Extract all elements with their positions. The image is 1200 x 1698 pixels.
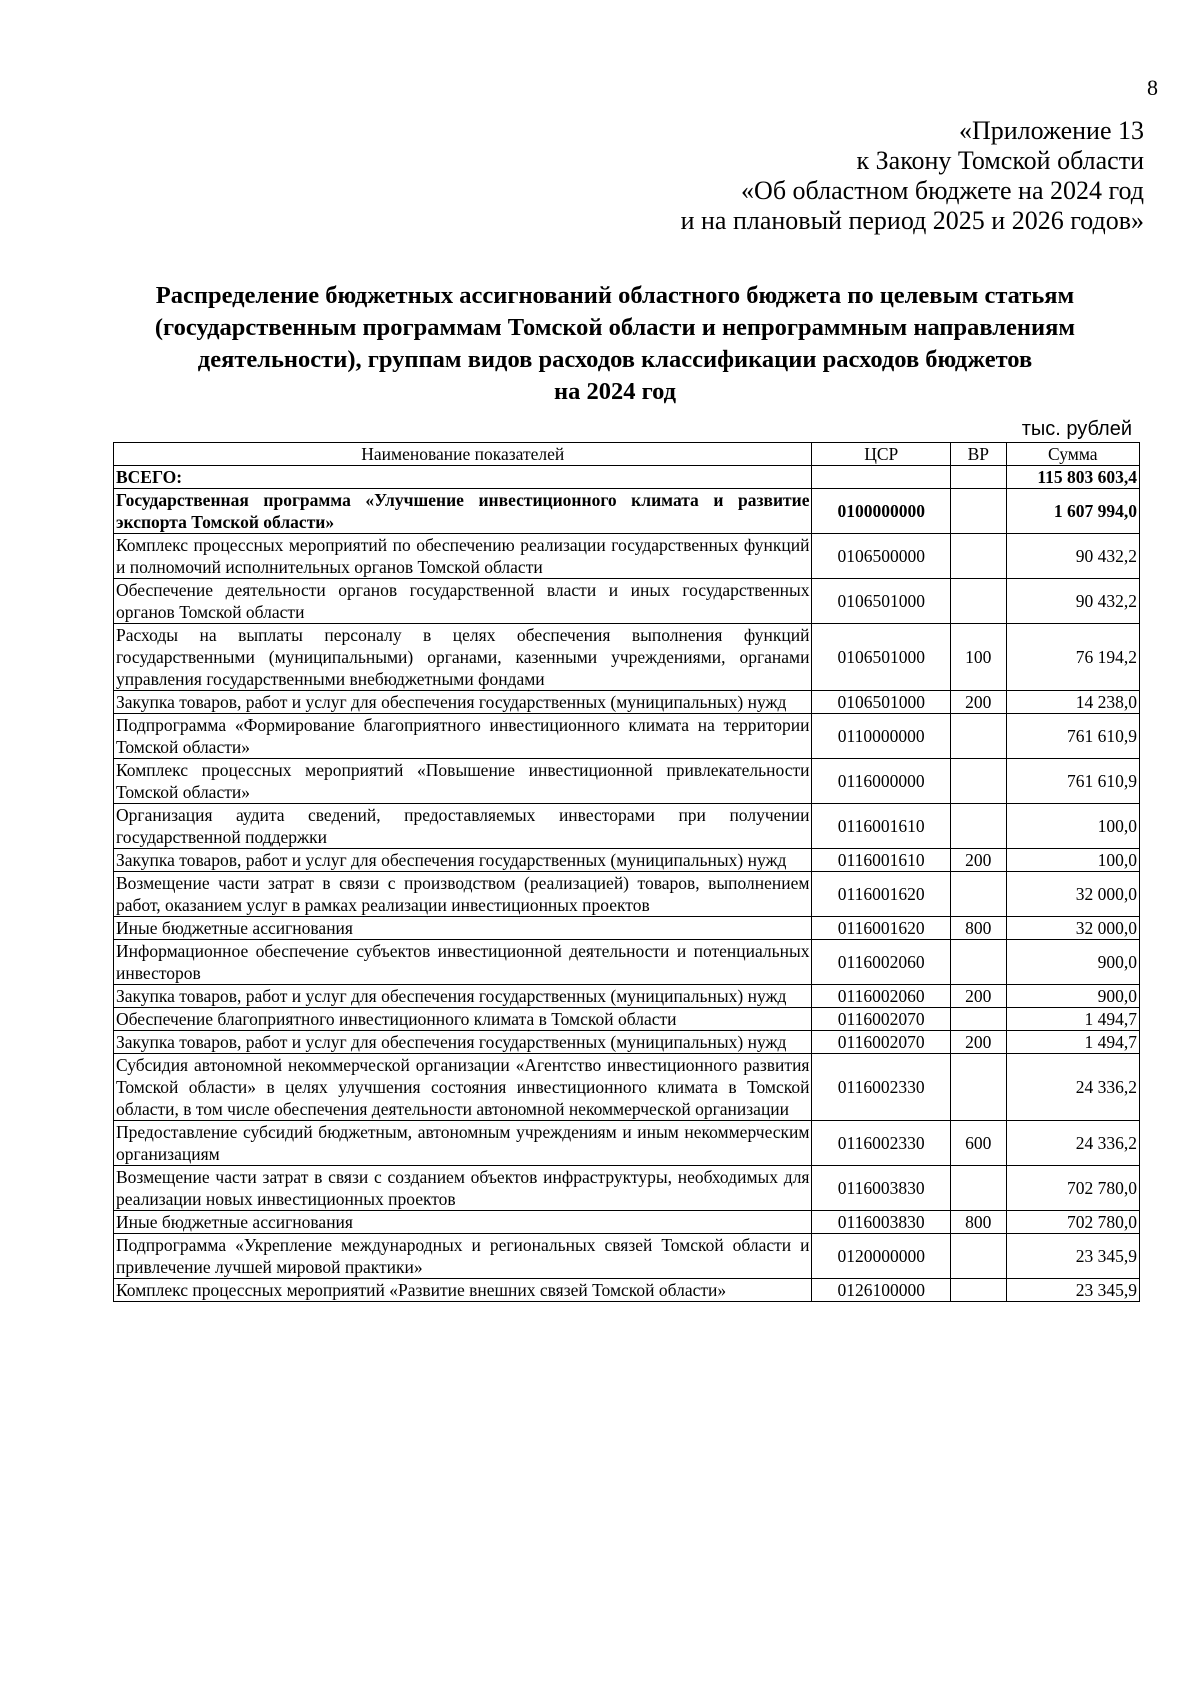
table-row [114,691,1140,714]
table-row [114,624,1140,691]
cell-sum: 32 000,0 [1006,917,1139,940]
cell-csr: 0116002060 [812,940,950,985]
cell-csr: 0110000000 [812,714,950,759]
header-csr: ЦСР [812,443,950,466]
table-row [114,579,1140,624]
cell-name: Закупка товаров, работ и услуг для обеспечения государственных (муниципальных) нужд [114,985,812,1008]
header-sum: Сумма [1006,443,1139,466]
table-row [114,759,1140,804]
table-row [114,872,1140,917]
cell-vr [950,579,1006,624]
cell-name: Закупка товаров, работ и услуг для обеспечения государственных (муниципальных) нужд [114,691,812,714]
cell-vr: 800 [950,1211,1006,1234]
table-row [114,1234,1140,1279]
cell-name: Расходы на выплаты персоналу в целях обеспечения выполнения функций государственными (муниципальными) органами, казенными учреждениями, органами управления государственными внебюджетными фондами [114,624,812,691]
cell-csr: 0120000000 [812,1234,950,1279]
cell-vr: 600 [950,1121,1006,1166]
appendix-line: и на плановый период 2025 и 2026 годов» [680,206,1144,235]
cell-name: Организация аудита сведений, предоставляемых инвесторами при получении государственной поддержки [114,804,812,849]
cell-csr: 0116001620 [812,917,950,940]
title-line: (государственным программам Томской области и непрограммным направлениям [154,314,1076,341]
table-row [114,1054,1140,1121]
table-body [114,466,1140,1302]
table-row-total [114,466,1140,489]
cell-sum: 100,0 [1006,804,1139,849]
cell-name: Государственная программа «Улучшение инвестиционного климата и развитие экспорта Томской области» [114,489,812,534]
cell-csr: 0106500000 [812,534,950,579]
cell-name: Иные бюджетные ассигнования [114,917,812,940]
cell-csr [812,466,950,489]
cell-sum: 76 194,2 [1006,624,1139,691]
cell-sum: 32 000,0 [1006,872,1139,917]
cell-sum: 1 494,7 [1006,1031,1139,1054]
cell-sum: 24 336,2 [1006,1054,1139,1121]
cell-name: Подпрограмма «Формирование благоприятного инвестиционного климата на территории Томской области» [114,714,812,759]
title-line: деятельности), группам видов расходов классификации расходов бюджетов [197,346,1033,373]
header-vr: ВР [950,443,1006,466]
cell-sum: 702 780,0 [1006,1211,1139,1234]
cell-vr [950,534,1006,579]
table-row [114,985,1140,1008]
cell-vr [950,1166,1006,1211]
title-line: на 2024 год [553,378,677,405]
cell-vr: 100 [950,624,1006,691]
cell-vr [950,714,1006,759]
cell-sum: 100,0 [1006,849,1139,872]
table-row [114,1121,1140,1166]
cell-name: Закупка товаров, работ и услуг для обеспечения государственных (муниципальных) нужд [114,1031,812,1054]
cell-vr: 800 [950,917,1006,940]
title-line: Распределение бюджетных ассигнований областного бюджета по целевым статьям [155,282,1075,309]
cell-name: Иные бюджетные ассигнования [114,1211,812,1234]
cell-sum: 23 345,9 [1006,1279,1139,1302]
cell-sum: 1 494,7 [1006,1008,1139,1031]
cell-vr: 200 [950,985,1006,1008]
cell-csr: 0116003830 [812,1166,950,1211]
cell-vr [950,940,1006,985]
cell-name: Комплекс процессных мероприятий по обеспечению реализации государственных функций и полномочий исполнительных органов Томской области [114,534,812,579]
page-number: 8 [1147,75,1158,100]
table-row [114,1166,1140,1211]
table-row [114,1211,1140,1234]
cell-vr [950,1008,1006,1031]
budget-table [113,442,1140,1302]
cell-csr: 0106501000 [812,624,950,691]
cell-csr: 0116002330 [812,1054,950,1121]
cell-vr [950,1054,1006,1121]
cell-vr [950,872,1006,917]
table-row [114,1279,1140,1302]
cell-sum: 23 345,9 [1006,1234,1139,1279]
header-name: Наименование показателей [114,443,812,466]
cell-vr [950,1234,1006,1279]
table-row [114,849,1140,872]
cell-sum: 115 803 603,4 [1006,466,1139,489]
cell-vr: 200 [950,1031,1006,1054]
cell-csr: 0116002330 [812,1121,950,1166]
cell-csr: 0116001610 [812,849,950,872]
cell-csr: 0116001610 [812,804,950,849]
table-header-row [114,443,1140,466]
appendix-line: к Закону Томской области [856,146,1144,175]
table-row [114,1008,1140,1031]
cell-sum: 24 336,2 [1006,1121,1139,1166]
cell-name: Субсидия автономной некоммерческой организации «Агентство инвестиционного развития Томской области» в целях улучшения состояния инвестиционного климата в Томской области, в том числе обеспечения деятельности автономной некоммерческой организации [114,1054,812,1121]
table-row [114,940,1140,985]
cell-vr: 200 [950,691,1006,714]
cell-sum: 90 432,2 [1006,534,1139,579]
cell-name: Предоставление субсидий бюджетным, автономным учреждениям и иным некоммерческим организациям [114,1121,812,1166]
cell-csr: 0116003830 [812,1211,950,1234]
cell-sum: 900,0 [1006,940,1139,985]
appendix-line: «Приложение 13 [958,116,1144,145]
table-row [114,804,1140,849]
cell-name: Обеспечение благоприятного инвестиционного климата в Томской области [114,1008,812,1031]
cell-name: ВСЕГО: [114,466,812,489]
document-title [90,280,1140,408]
cell-name: Возмещение части затрат в связи с производством (реализацией) товаров, выполнением работ, оказанием услуг в рамках реализации инвестиционных проектов [114,872,812,917]
cell-sum: 900,0 [1006,985,1139,1008]
cell-vr [950,804,1006,849]
table-row [114,1031,1140,1054]
cell-csr: 0116002070 [812,1031,950,1054]
cell-csr: 0116002070 [812,1008,950,1031]
cell-vr [950,759,1006,804]
cell-vr [950,466,1006,489]
cell-csr: 0116001620 [812,872,950,917]
appendix-reference [681,116,1144,236]
cell-csr: 0100000000 [812,489,950,534]
table-row-program [114,489,1140,534]
cell-csr: 0106501000 [812,579,950,624]
cell-sum: 761 610,9 [1006,759,1139,804]
table-row [114,917,1140,940]
cell-vr [950,1279,1006,1302]
cell-name: Возмещение части затрат в связи с созданием объектов инфраструктуры, необходимых для реализации новых инвестиционных проектов [114,1166,812,1211]
cell-sum: 1 607 994,0 [1006,489,1139,534]
cell-name: Обеспечение деятельности органов государственной власти и иных государственных органов Томской области [114,579,812,624]
cell-csr: 0116002060 [812,985,950,1008]
cell-sum: 14 238,0 [1006,691,1139,714]
table-row [114,534,1140,579]
units-label: тыс. рублей [1021,418,1132,440]
cell-csr: 0126100000 [812,1279,950,1302]
cell-name: Информационное обеспечение субъектов инвестиционной деятельности и потенциальных инвесторов [114,940,812,985]
table-row [114,714,1140,759]
cell-csr: 0116000000 [812,759,950,804]
cell-sum: 702 780,0 [1006,1166,1139,1211]
cell-vr: 200 [950,849,1006,872]
cell-name: Комплекс процессных мероприятий «Развитие внешних связей Томской области» [114,1279,812,1302]
cell-name: Подпрограмма «Укрепление международных и региональных связей Томской области и привлечение лучшей мировой практики» [114,1234,812,1279]
cell-csr: 0106501000 [812,691,950,714]
cell-vr [950,489,1006,534]
cell-sum: 761 610,9 [1006,714,1139,759]
cell-sum: 90 432,2 [1006,579,1139,624]
appendix-line: «Об областном бюджете на 2024 год [741,176,1144,205]
cell-name: Закупка товаров, работ и услуг для обеспечения государственных (муниципальных) нужд [114,849,812,872]
cell-name: Комплекс процессных мероприятий «Повышение инвестиционной привлекательности Томской области» [114,759,812,804]
